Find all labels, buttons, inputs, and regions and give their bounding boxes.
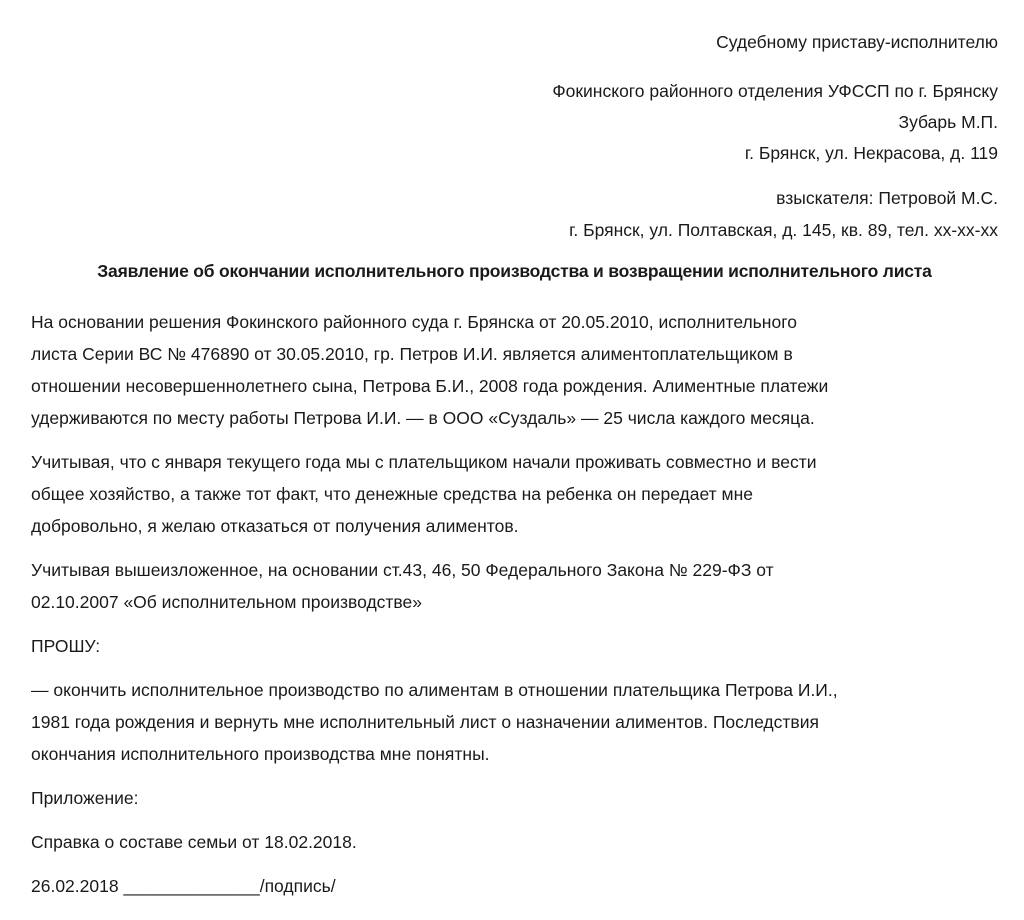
request-heading: ПРОШУ: — [31, 636, 101, 656]
text-line: Учитывая вышеизложенное, на основании ст.43, 46, 50 Федерального Закона № 229-ФЗ от — [31, 560, 774, 580]
signature-blank-line: ______________ — [118, 876, 260, 896]
claimant-block — [31, 182, 998, 246]
text-line: На основании решения Фокинского районного суда г. Брянска от 20.05.2010, исполнительного — [31, 312, 797, 332]
claimant-name-line: взыскателя: Петровой М.С. — [776, 188, 998, 208]
paragraph-legal-grounds — [31, 554, 998, 618]
text-line: листа Серии ВС № 476890 от 30.05.2010, гр. Петров И.И. является алиментоплательщиком в — [31, 344, 793, 364]
attachment-item: Справка о составе семьи от 18.02.2018. — [31, 832, 357, 852]
text-line: — окончить исполнительное производство по алиментам в отношении плательщика Петрова И.И., — [31, 680, 838, 700]
recipient-department-line: Фокинского районного отделения УФССП по г. Брянску — [552, 81, 998, 101]
text-line: окончания исполнительного производства мне понятны. — [31, 744, 490, 764]
signature-label: /подпись/ — [259, 876, 336, 896]
text-line: 1981 года рождения и вернуть мне исполнительный лист о назначении алиментов. Последствия — [31, 712, 819, 732]
text-line: 02.10.2007 «Об исполнительном производстве» — [31, 592, 422, 612]
text-line: отношении несовершеннолетнего сына, Петрова Б.И., 2008 года рождения. Алиментные платежи — [31, 376, 829, 396]
text-line: Учитывая, что с января текущего года мы с плательщиком начали проживать совместно и вести — [31, 452, 817, 472]
text-line: удерживаются по месту работы Петрова И.И. — в ООО «Суздаль» — 25 числа каждого месяца. — [31, 408, 815, 428]
paragraph-basis — [31, 306, 998, 434]
claimant-address-line: г. Брянск, ул. Полтавская, д. 145, кв. 89, тел. хх-хх-хх — [569, 220, 998, 240]
attachment-heading: Приложение: — [31, 788, 139, 808]
recipient-officer-name: Зубарь М.П. — [898, 112, 998, 132]
recipient-address-line: г. Брянск, ул. Некрасова, д. 119 — [744, 143, 998, 163]
signature-date: 26.02.2018 — [31, 876, 119, 896]
text-line: общее хозяйство, а также тот факт, что денежные средства на ребенка он передает мне — [31, 484, 753, 504]
paragraph-request — [31, 674, 998, 770]
document-title: Заявление об окончании исполнительного производства и возвращении исполнительного листа — [97, 261, 932, 281]
text-line: добровольно, я желаю отказаться от получения алиментов. — [31, 516, 519, 536]
recipient-block — [31, 76, 998, 169]
paragraph-circumstances — [31, 446, 998, 542]
signature-row — [31, 870, 998, 902]
addressee-line: Судебному приставу-исполнителю — [716, 32, 998, 52]
